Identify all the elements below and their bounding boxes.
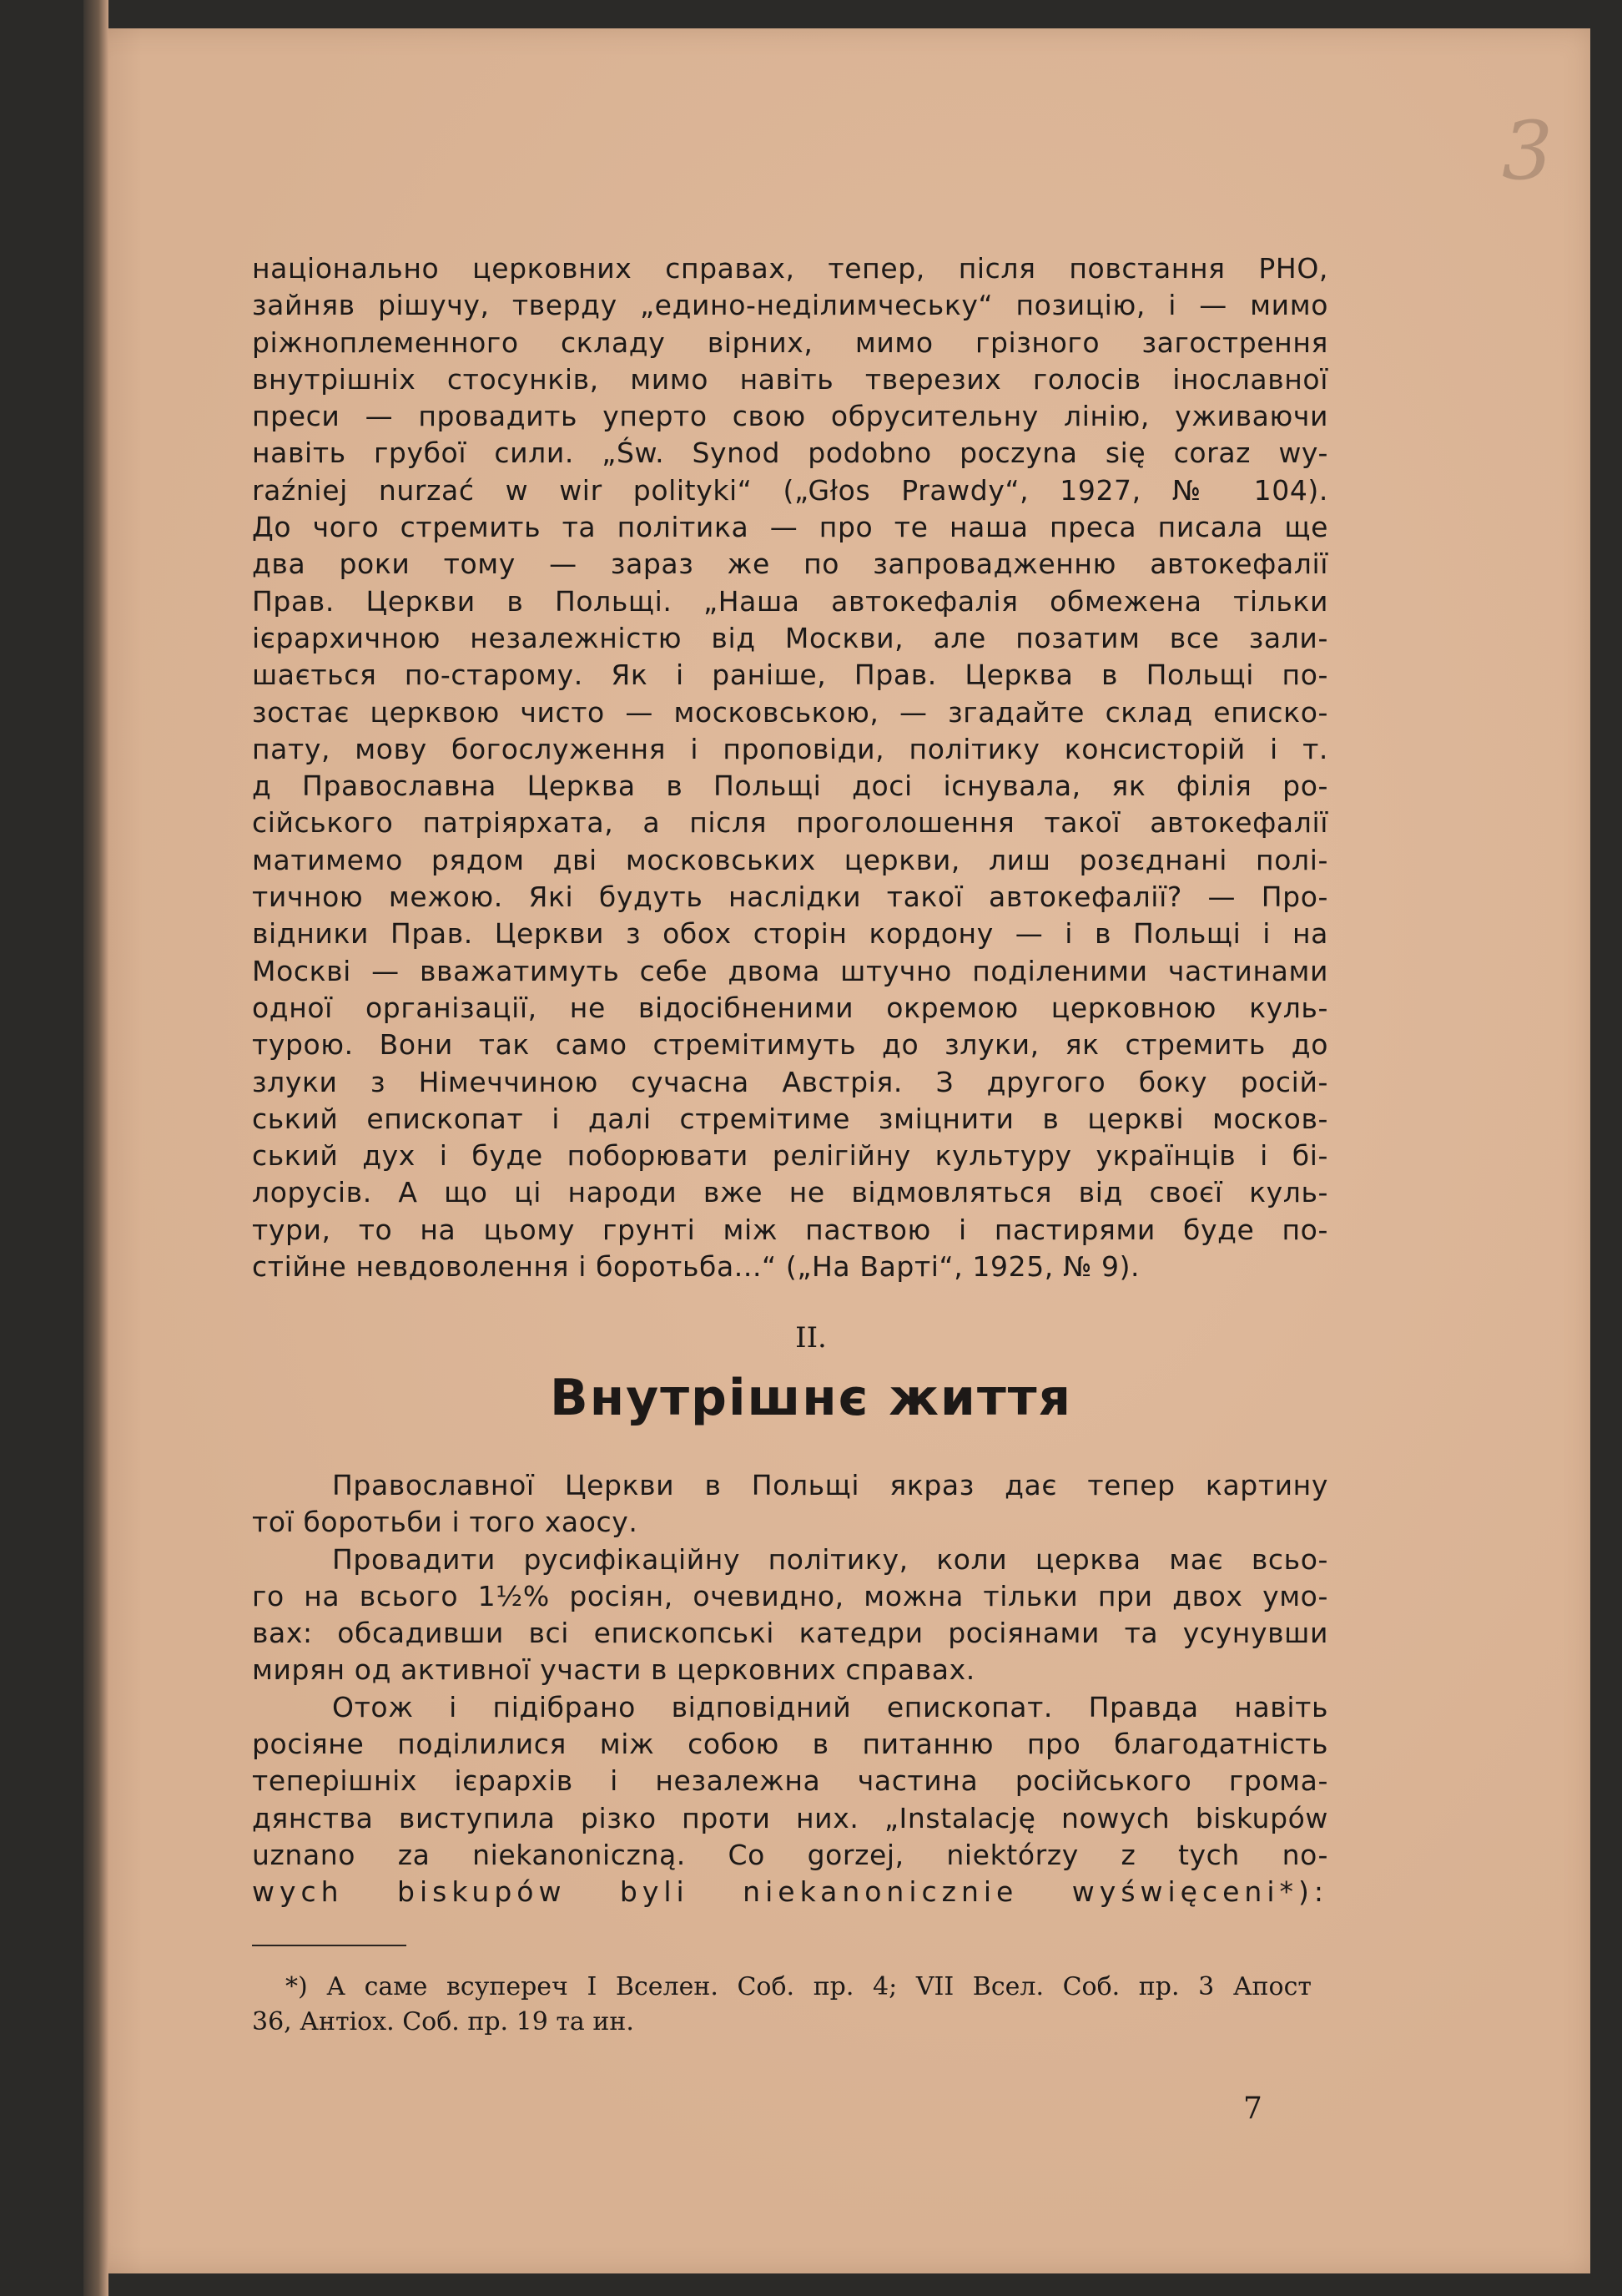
- text-line: дянства виступила різко проти них. „Instalację nowych biskupów: [252, 1801, 1328, 1834]
- text-line: росіяне поділилися між собою в питанню про благодатність: [252, 1728, 1328, 1761]
- text-line: ський епископат і далі стремітиме зміцнити в церкві москов-: [252, 1102, 1328, 1135]
- text-line: тури, то на цьому грунті між паствою і пастирями буде по-: [252, 1213, 1328, 1246]
- text-line: стійне невдоволення і боротьба...“ („На Варті“, 1925, № 9).: [252, 1250, 1141, 1284]
- text-line: тої боротьби і того хаосу.: [252, 1506, 638, 1539]
- text-line: ієрархичною незалежністю від Москви, але позатим все зали-: [252, 621, 1328, 654]
- text-line: навіть грубої сили. „Św. Synod podobno poczyna się coraz wy-: [252, 436, 1328, 470]
- text-line: вах: обсадивши всі епископські катедри росіянами та усунувши: [252, 1617, 1328, 1650]
- text-line: До чого стремить та політика — про те наша преса писала ще: [252, 511, 1328, 544]
- text-line: мирян од активної участи в церковних справах.: [252, 1653, 975, 1687]
- text-line: злуки з Німеччиною сучасна Австрія. З другого боку росій-: [252, 1065, 1328, 1098]
- text-line: ський дух і буде поборювати релігійну культуру українців і бі-: [252, 1139, 1328, 1173]
- footnote-rule: [252, 1945, 406, 1946]
- text-line: внутрішніх стосунків, мимо навіть тверезих голосів інославної: [252, 362, 1328, 396]
- text-line: raźniej nurzać w wir polityki“ („Głos Prawdy“, 1927, № 104).: [252, 473, 1328, 507]
- text-line: сійського патріярхата, а після проголошення такої автокефалії: [252, 806, 1328, 840]
- text-line: wych biskupów byli niekanonicznie wyświęceni*):: [252, 1875, 1328, 1909]
- text-line: Провадити русифікаційну політику, коли церква має всьо-: [332, 1542, 1328, 1576]
- section-number: II.: [795, 1321, 827, 1355]
- text-line: матимемо рядом дві московських церкви, лиш розєднані полі-: [252, 843, 1328, 876]
- text-line: ріжноплеменного складу вірних, мимо грізного загострення: [252, 325, 1328, 359]
- text-line: турою. Вони так само стремітимуть до злуки, як стремить до: [252, 1028, 1328, 1062]
- text-line: Православної Церкви в Польщі якраз дає тепер картину: [332, 1469, 1328, 1501]
- text-line: Отож і підібрано відповідний епископат. Правда навіть: [332, 1690, 1328, 1723]
- text-line: шається по-старому. Як і раніше, Прав. Церква в Польщі по-: [252, 659, 1328, 692]
- section-title: Внутрішнє життя: [549, 1369, 1073, 1427]
- book-spine: [83, 0, 108, 2296]
- body-text-part-1: [252, 250, 1328, 1285]
- text-line: два роки тому — зараз же по запровадженню автокефалії: [252, 548, 1328, 581]
- text-line: лорусів. А що ці народи вже не відмовляться від своєї куль-: [252, 1176, 1328, 1209]
- text-line: тичною межою. Які будуть наслідки такої автокефалії? — Про-: [252, 881, 1328, 914]
- text-line: національно церковних справах, тепер, після повстання РНО,: [252, 252, 1328, 285]
- text-line: теперішніх ієрархів і незалежна частина російського грома-: [252, 1764, 1328, 1798]
- text-line: го на всього 1½% росіян, очевидно, можна тільки при двох умо-: [252, 1579, 1328, 1612]
- text-line: Прав. Церкви в Польщі. „Наша автокефалія обмежена тільки: [252, 584, 1328, 618]
- footnote-line: 36, Антіох. Соб. пр. 19 та ин.: [252, 2007, 634, 2036]
- text-line: д Православна Церква в Польщі досі існувала, як філія ро-: [252, 770, 1328, 803]
- page-number: 7: [1243, 2092, 1262, 2126]
- text-line: пату, мову богослуження і проповіди, політику консисторій і т.: [252, 732, 1328, 765]
- text-line: uznano za niekanoniczną. Co gorzej, niektórzy z tych no-: [252, 1838, 1328, 1871]
- footnote: [252, 1970, 1312, 2040]
- footnote-line: *) А саме всупереч I Вселен. Соб. пр. 4; VII Всел. Соб. пр. 3 Апост: [285, 1972, 1312, 2001]
- handwritten-folio-number: 3: [1502, 104, 1554, 198]
- text-line: Москві — вважатимуть себе двома штучно поділеними частинами: [252, 954, 1328, 987]
- body-text-part-2: [252, 1467, 1328, 1911]
- text-line: преси — провадить уперто свою обрусительну лінію, уживаючи: [252, 400, 1328, 433]
- text-line: відники Прав. Церкви з обох сторін кордону — і в Польщі і на: [252, 917, 1328, 951]
- text-line: зостає церквою чисто — московською, — згадайте склад еписко-: [252, 695, 1328, 729]
- text-line: одної організації, не відосібненими окремою церковною куль-: [252, 991, 1328, 1024]
- text-line: зайняв рішучу, тверду „едино-неділимчеську“ позицію, і — мимо: [252, 289, 1328, 322]
